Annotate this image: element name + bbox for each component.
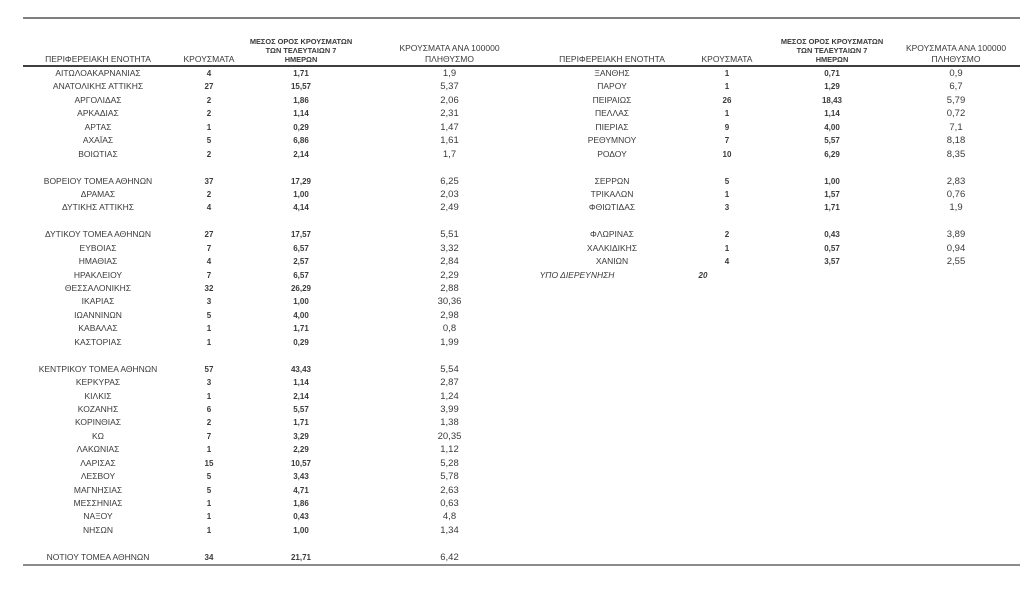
header-line: ΚΡΟΥΣΜΑΤΑ ΑΝΑ 100000 bbox=[399, 43, 500, 53]
cell-region: ΝΗΣΩΝ bbox=[82, 524, 114, 535]
cell-avg7: 3,43 bbox=[293, 472, 309, 482]
cell-avg7: 1,29 bbox=[824, 82, 840, 92]
cell-cases: 4 bbox=[206, 203, 212, 213]
cell-region: ΑΡΓΟΛΙΔΑΣ bbox=[74, 94, 122, 105]
table-row bbox=[23, 134, 1020, 147]
table-header-row bbox=[23, 19, 1020, 67]
cell-region: ΔΡΑΜΑΣ bbox=[80, 188, 116, 199]
cell-avg7: 6,29 bbox=[824, 149, 840, 159]
cell-region: ΠΙΕΡΙΑΣ bbox=[595, 121, 629, 132]
cell-avg7: 5,57 bbox=[293, 404, 309, 414]
cell-cases: 4 bbox=[206, 257, 212, 267]
cell-per100k: 2,83 bbox=[946, 175, 966, 187]
table-row bbox=[23, 403, 1020, 416]
column-header-avg7-left bbox=[245, 37, 357, 64]
cell-region: ΙΩΑΝΝΙΝΩΝ bbox=[74, 309, 122, 320]
cell-per100k: 6,42 bbox=[440, 551, 459, 563]
cell-avg7: 6,86 bbox=[293, 136, 309, 146]
cell-avg7: 3,29 bbox=[293, 431, 309, 441]
table-row bbox=[23, 484, 1020, 497]
cell-per100k: 8,35 bbox=[946, 148, 966, 160]
cell-per100k: 0,63 bbox=[440, 498, 459, 509]
cell-region: ΥΠΟ ΔΙΕΡΕΥΝΗΣΗ bbox=[539, 269, 615, 280]
cell-avg7: 1,00 bbox=[293, 525, 309, 535]
cell-cases: 1 bbox=[724, 69, 730, 78]
cell-avg7: 1,14 bbox=[293, 378, 309, 388]
header-line: ΜΕΣΟΣ ΟΡΟΣ ΚΡΟΥΣΜΑΤΩΝ bbox=[780, 37, 884, 46]
cell-avg7: 1,57 bbox=[824, 189, 840, 199]
cell-region: ΤΡΙΚΑΛΩΝ bbox=[590, 188, 634, 199]
cell-per100k: 0,9 bbox=[949, 68, 963, 79]
table-row bbox=[23, 524, 1020, 537]
cell-region: ΧΑΛΚΙΔΙΚΗΣ bbox=[586, 242, 638, 253]
table-row bbox=[23, 215, 1020, 228]
cell-region: ΔΥΤΙΚΗΣ ΑΤΤΙΚΗΣ bbox=[61, 202, 135, 213]
cell-region: ΝΑΞΟΥ bbox=[83, 511, 113, 522]
cell-per100k: 0,72 bbox=[946, 108, 966, 120]
cell-avg7: 2,57 bbox=[293, 257, 309, 267]
table-row bbox=[23, 80, 1020, 93]
cell-avg7: 1,71 bbox=[293, 418, 309, 428]
table-row bbox=[23, 228, 1020, 241]
cell-region: ΔΥΤΙΚΟΥ ΤΟΜΕΑ ΑΘΗΝΩΝ bbox=[44, 229, 152, 240]
table-row bbox=[23, 376, 1020, 389]
cell-region: ΚΙΛΚΙΣ bbox=[84, 390, 112, 401]
cell-avg7: 0,43 bbox=[293, 512, 309, 522]
cell-per100k: 0,76 bbox=[946, 188, 966, 200]
table-row bbox=[23, 510, 1020, 523]
cell-region: ΛΕΣΒΟΥ bbox=[80, 471, 116, 482]
cell-region: ΝΟΤΙΟΥ ΤΟΜΕΑ ΑΘΗΝΩΝ bbox=[46, 551, 150, 562]
cell-avg7: 10,57 bbox=[290, 458, 312, 468]
table-row bbox=[23, 148, 1020, 161]
column-header-per100k-right bbox=[892, 43, 1020, 64]
header-line: ΗΜΕΡΩΝ bbox=[284, 55, 318, 64]
cell-cases: 1 bbox=[724, 243, 730, 253]
cell-per100k: 3,99 bbox=[440, 403, 459, 415]
cell-region: ΠΕΛΛΑΣ bbox=[594, 108, 630, 119]
cell-cases: 4 bbox=[206, 69, 212, 78]
table-row bbox=[23, 242, 1020, 255]
cell-per100k: 1,9 bbox=[949, 202, 963, 214]
cell-per100k: 5,28 bbox=[440, 457, 459, 469]
table-row bbox=[23, 255, 1020, 268]
cell-cases: 34 bbox=[204, 552, 214, 562]
cell-cases: 6 bbox=[206, 404, 212, 414]
cell-region: ΑΡΚΑΔΙΑΣ bbox=[77, 108, 119, 119]
cell-avg7: 4,71 bbox=[293, 485, 309, 495]
cell-region: ΦΛΩΡΙΝΑΣ bbox=[590, 229, 634, 240]
cell-region: ΦΘΙΩΤΙΔΑΣ bbox=[588, 202, 636, 213]
cell-region: ΕΥΒΟΙΑΣ bbox=[79, 242, 117, 253]
cell-per100k: 5,78 bbox=[440, 471, 459, 483]
cell-avg7: 1,86 bbox=[293, 95, 309, 105]
cell-avg7: 1,71 bbox=[293, 324, 309, 334]
header-line: ΠΛΗΘΥΣΜΟ bbox=[425, 53, 474, 64]
cell-region: ΙΚΑΡΙΑΣ bbox=[81, 296, 115, 307]
cell-per100k: 5,79 bbox=[946, 94, 966, 106]
cell-region: ΜΑΓΝΗΣΙΑΣ bbox=[73, 484, 123, 495]
cell-cases: 1 bbox=[206, 391, 212, 401]
header-line: ΜΕΣΟΣ ΟΡΟΣ ΚΡΟΥΣΜΑΤΩΝ bbox=[249, 37, 353, 46]
cell-cases: 7 bbox=[206, 431, 212, 441]
table-row bbox=[23, 537, 1020, 550]
cell-region: ΗΜΑΘΙΑΣ bbox=[78, 256, 118, 267]
cell-cases: 7 bbox=[724, 136, 730, 146]
cell-region: ΚΩ bbox=[91, 430, 105, 441]
table-row bbox=[23, 416, 1020, 429]
cell-per100k: 0,94 bbox=[946, 242, 966, 254]
cell-per100k: 8,18 bbox=[946, 135, 966, 147]
cell-cases: 27 bbox=[204, 82, 214, 92]
cell-avg7: 1,71 bbox=[824, 203, 840, 213]
cell-region: ΚΑΣΤΟΡΙΑΣ bbox=[74, 336, 122, 347]
cell-per100k: 2,03 bbox=[440, 188, 459, 200]
cell-per100k: 2,98 bbox=[440, 309, 459, 321]
cell-avg7: 1,00 bbox=[293, 189, 309, 199]
cell-avg7: 17,57 bbox=[290, 230, 312, 240]
cell-per100k: 1,12 bbox=[440, 444, 459, 456]
table-row bbox=[23, 175, 1020, 188]
cell-cases: 1 bbox=[724, 82, 730, 92]
column-header-cases-left: ΚΡΟΥΣΜΑΤΑ bbox=[183, 54, 235, 64]
cell-avg7: 21,71 bbox=[290, 552, 312, 562]
cell-avg7: 1,71 bbox=[293, 69, 309, 78]
cell-region: ΒΟΙΩΤΙΑΣ bbox=[78, 148, 118, 159]
cell-avg7: 0,57 bbox=[824, 243, 840, 253]
table-row bbox=[23, 390, 1020, 403]
table-row bbox=[23, 161, 1020, 174]
cell-cases: 1 bbox=[206, 512, 212, 522]
cell-cases: 3 bbox=[206, 297, 212, 307]
cell-avg7: 2,29 bbox=[293, 445, 309, 455]
cell-avg7: 2,14 bbox=[293, 149, 309, 159]
cell-avg7: 43,43 bbox=[290, 364, 312, 374]
cell-per100k: 2,55 bbox=[946, 256, 966, 268]
cell-cases: 5 bbox=[206, 485, 212, 495]
cell-per100k: 3,89 bbox=[946, 229, 966, 241]
cell-cases: 1 bbox=[206, 122, 212, 132]
cell-cases: 2 bbox=[206, 418, 212, 428]
cell-cases: 32 bbox=[204, 284, 214, 293]
cell-cases: 5 bbox=[724, 176, 730, 186]
cell-avg7: 0,43 bbox=[824, 230, 840, 240]
cell-per100k: 5,54 bbox=[440, 363, 459, 375]
cell-per100k: 2,84 bbox=[440, 256, 459, 268]
cell-region: ΚΕΝΤΡΙΚΟΥ ΤΟΜΕΑ ΑΘΗΝΩΝ bbox=[38, 363, 158, 374]
cell-cases: 37 bbox=[204, 176, 214, 186]
table-row bbox=[23, 121, 1020, 134]
column-header-region-right: ΠΕΡΙΦΕΡΕΙΑΚΗ ΕΝΟΤΗΤΑ bbox=[559, 54, 665, 64]
cell-cases: 4 bbox=[724, 257, 730, 267]
cell-avg7: 4,00 bbox=[824, 122, 840, 132]
cell-per100k: 1,61 bbox=[440, 135, 459, 147]
cell-cases: 27 bbox=[204, 230, 214, 240]
cell-per100k: 7,1 bbox=[949, 121, 963, 133]
cell-per100k: 2,06 bbox=[440, 94, 459, 106]
table-row bbox=[23, 349, 1020, 362]
table-body bbox=[23, 67, 1020, 566]
cell-cases: 57 bbox=[204, 364, 214, 374]
cell-region: ΞΑΝΘΗΣ bbox=[594, 68, 630, 78]
cell-cases: 9 bbox=[724, 122, 730, 132]
cell-region: ΛΑΚΩΝΙΑΣ bbox=[76, 444, 120, 455]
cell-avg7: 1,00 bbox=[293, 297, 309, 307]
table-row bbox=[23, 443, 1020, 456]
cell-cases: 5 bbox=[206, 472, 212, 482]
cell-region: ΧΑΝΙΩΝ bbox=[595, 256, 629, 267]
cell-per100k: 2,88 bbox=[440, 283, 459, 294]
cell-region: ΛΑΡΙΣΑΣ bbox=[80, 457, 116, 468]
cell-cases: 2 bbox=[724, 230, 730, 240]
cell-region: ΚΟΡΙΝΘΙΑΣ bbox=[74, 417, 122, 428]
table-row bbox=[23, 470, 1020, 483]
cell-cases: 3 bbox=[724, 203, 730, 213]
cell-cases: 20 bbox=[698, 270, 708, 280]
table-row bbox=[23, 201, 1020, 214]
cell-avg7: 1,14 bbox=[293, 109, 309, 119]
cell-region: ΜΕΣΣΗΝΙΑΣ bbox=[73, 498, 123, 508]
cell-per100k: 2,31 bbox=[440, 108, 459, 120]
cell-cases: 3 bbox=[206, 378, 212, 388]
cell-per100k: 1,34 bbox=[440, 524, 459, 536]
cell-per100k: 0,8 bbox=[442, 323, 457, 335]
cell-region: ΑΙΤΩΛΟΑΚΑΡΝΑΝΙΑΣ bbox=[55, 68, 141, 78]
cell-per100k: 30,36 bbox=[437, 296, 462, 308]
table-row bbox=[23, 309, 1020, 322]
cell-avg7: 1,00 bbox=[824, 176, 840, 186]
cell-avg7: 0,71 bbox=[824, 69, 840, 78]
cell-per100k: 1,47 bbox=[440, 121, 459, 133]
table-row bbox=[23, 336, 1020, 349]
cell-cases: 1 bbox=[206, 337, 212, 347]
cell-cases: 1 bbox=[724, 189, 730, 199]
cell-cases: 1 bbox=[206, 324, 212, 334]
cell-avg7: 0,29 bbox=[293, 337, 309, 347]
cell-cases: 1 bbox=[206, 445, 212, 455]
cell-region: ΚΑΒΑΛΑΣ bbox=[78, 323, 118, 334]
cell-avg7: 4,00 bbox=[293, 310, 309, 320]
cell-avg7: 17,29 bbox=[290, 176, 312, 186]
cell-cases: 2 bbox=[206, 149, 212, 159]
cell-per100k: 2,29 bbox=[440, 269, 459, 281]
cell-per100k: 1,24 bbox=[440, 390, 459, 402]
table-row bbox=[23, 107, 1020, 120]
cell-cases: 15 bbox=[204, 458, 214, 468]
cell-avg7: 1,86 bbox=[293, 499, 309, 508]
cell-avg7: 4,14 bbox=[293, 203, 309, 213]
table-row bbox=[23, 430, 1020, 443]
cell-cases: 7 bbox=[206, 243, 212, 253]
cell-region: ΑΧΑΪΑΣ bbox=[82, 135, 114, 146]
cell-avg7: 15,57 bbox=[290, 82, 312, 92]
table-row bbox=[23, 269, 1020, 282]
cell-per100k: 2,87 bbox=[440, 377, 459, 389]
cell-per100k: 6,25 bbox=[440, 175, 459, 187]
cell-region: ΠΑΡΟΥ bbox=[597, 81, 627, 92]
table-row bbox=[23, 363, 1020, 376]
cell-per100k: 2,63 bbox=[440, 484, 459, 496]
table-row bbox=[23, 282, 1020, 295]
column-header-avg7-right bbox=[772, 37, 892, 64]
cell-region: ΣΕΡΡΩΝ bbox=[594, 175, 630, 186]
cell-region: ΒΟΡΕΙΟΥ ΤΟΜΕΑ ΑΘΗΝΩΝ bbox=[43, 175, 153, 186]
cell-region: ΗΡΑΚΛΕΙΟΥ bbox=[73, 269, 123, 280]
cell-region: ΘΕΣΣΑΛΟΝΙΚΗΣ bbox=[64, 283, 132, 293]
cell-per100k: 1,38 bbox=[440, 417, 459, 429]
cell-region: ΑΝΑΤΟΛΙΚΗΣ ΑΤΤΙΚΗΣ bbox=[52, 81, 144, 92]
cell-per100k: 5,37 bbox=[440, 81, 459, 93]
table-row bbox=[23, 295, 1020, 308]
cell-cases: 1 bbox=[206, 499, 212, 508]
cell-cases: 2 bbox=[206, 189, 212, 199]
header-line: ΚΡΟΥΣΜΑΤΑ ΑΝΑ 100000 bbox=[905, 43, 1007, 53]
cell-per100k: 2,49 bbox=[440, 202, 459, 214]
cell-avg7: 1,14 bbox=[824, 109, 840, 119]
cell-avg7: 0,29 bbox=[293, 122, 309, 132]
cell-avg7: 6,57 bbox=[293, 243, 309, 253]
table-row bbox=[23, 188, 1020, 201]
table-row bbox=[23, 322, 1020, 335]
cell-region: ΚΕΡΚΥΡΑΣ bbox=[75, 377, 121, 388]
cell-per100k: 5,51 bbox=[440, 229, 459, 241]
table-row bbox=[23, 497, 1020, 510]
cell-cases: 1 bbox=[724, 109, 730, 119]
cell-per100k: 4,8 bbox=[442, 511, 457, 523]
cell-cases: 7 bbox=[206, 270, 212, 280]
cell-cases: 10 bbox=[722, 149, 732, 159]
column-header-region-left: ΠΕΡΙΦΕΡΕΙΑΚΗ ΕΝΟΤΗΤΑ bbox=[45, 54, 151, 64]
cell-cases: 5 bbox=[206, 310, 212, 320]
cell-avg7: 3,57 bbox=[824, 257, 840, 267]
cell-avg7: 6,57 bbox=[293, 270, 309, 280]
cell-cases: 26 bbox=[722, 95, 732, 105]
header-line: ΤΩΝ ΤΕΛΕΥΤΑΙΩΝ 7 bbox=[796, 46, 868, 55]
cell-per100k: 3,32 bbox=[440, 242, 459, 254]
cell-per100k: 6,7 bbox=[949, 81, 963, 93]
header-line: ΤΩΝ ΤΕΛΕΥΤΑΙΩΝ 7 bbox=[265, 46, 337, 55]
cell-avg7: 2,14 bbox=[293, 391, 309, 401]
cell-region: ΚΟΖΑΝΗΣ bbox=[77, 403, 119, 414]
table-row bbox=[23, 551, 1020, 564]
header-line: ΠΛΗΘΥΣΜΟ bbox=[931, 53, 981, 64]
table-row bbox=[23, 94, 1020, 107]
cell-per100k: 20,35 bbox=[437, 430, 462, 442]
cell-cases: 5 bbox=[206, 136, 212, 146]
header-line: ΗΜΕΡΩΝ bbox=[815, 55, 849, 64]
cell-cases: 2 bbox=[206, 109, 212, 119]
cell-per100k: 1,9 bbox=[442, 68, 457, 79]
table-row bbox=[23, 457, 1020, 470]
table-row bbox=[23, 67, 1020, 80]
cell-avg7: 5,57 bbox=[824, 136, 840, 146]
cell-avg7: 26,29 bbox=[290, 284, 312, 293]
cell-per100k: 1,7 bbox=[442, 148, 457, 160]
column-header-per100k-left bbox=[357, 43, 542, 64]
cell-region: ΡΟΔΟΥ bbox=[597, 148, 627, 159]
cell-region: ΑΡΤΑΣ bbox=[84, 121, 112, 132]
column-header-cases-right: ΚΡΟΥΣΜΑΤΑ bbox=[701, 54, 753, 64]
cell-region: ΠΕΙΡΑΙΩΣ bbox=[592, 94, 632, 105]
cell-cases: 1 bbox=[206, 525, 212, 535]
cases-table bbox=[23, 17, 1020, 566]
cell-cases: 2 bbox=[206, 95, 212, 105]
cell-avg7: 18,43 bbox=[821, 95, 843, 105]
cell-region: ΡΕΘΥΜΝΟΥ bbox=[587, 135, 637, 146]
cell-per100k: 1,99 bbox=[440, 336, 459, 348]
